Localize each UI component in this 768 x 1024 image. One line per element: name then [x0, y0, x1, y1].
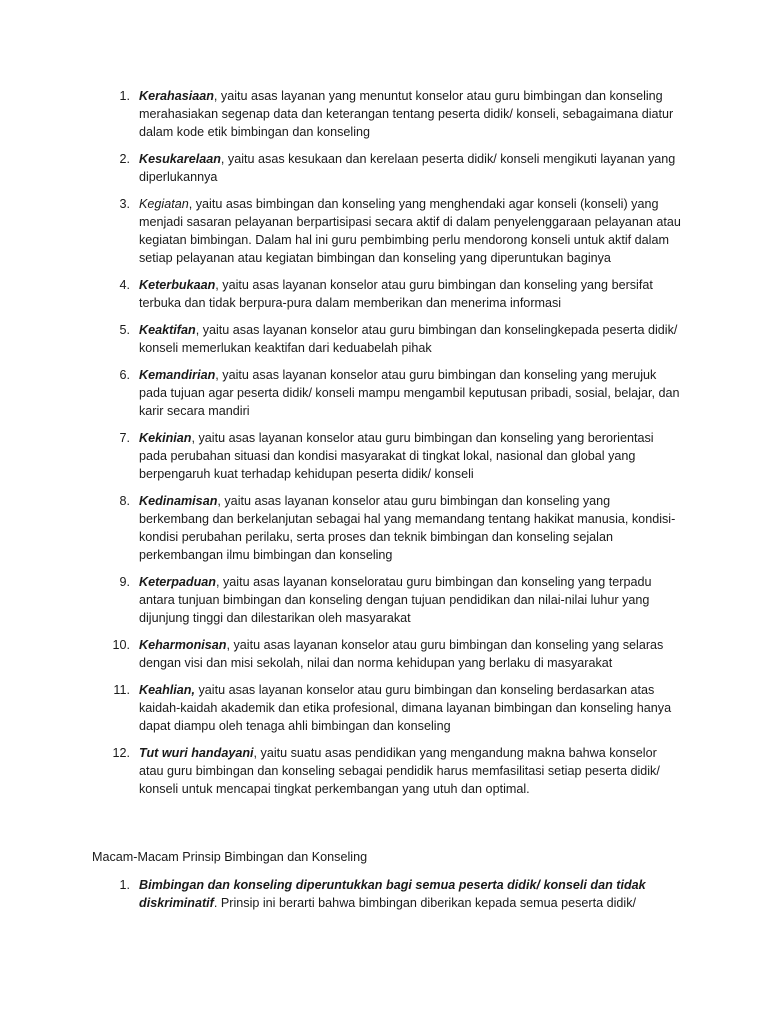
list-number: 7.	[119, 431, 130, 445]
list-text: , yaitu asas layanan konselor atau guru bimbingan dan konseling yang berorientasi pada perubahan situasi dan kondisi masyarakat di tingkat lokal, nasional dan global yang berpengaruh kuat terhadap kehidupan peserta didik/ konseli	[139, 431, 654, 481]
list-item	[92, 492, 682, 564]
list-item	[92, 573, 682, 627]
list-text: , yaitu suatu asas pendidikan yang mengandung makna bahwa konselor atau guru bimbingan dan konseling sebagai pendidik harus memfasilitasi setiap peserta didik/ konseli untuk mencapai tingkat perkembangan yang utuh dan optimal.	[139, 746, 660, 796]
list-item	[92, 366, 682, 420]
list-text: , yaitu asas layanan yang menuntut konselor atau guru bimbingan dan konseling merahasiakan segenap data dan keterangan tentang peserta didik/ konseli, sebagaimana diatur dalam kode etik bimbingan dan konseling	[139, 89, 674, 139]
list-number: 8.	[119, 494, 130, 508]
list-term: Tut wuri handayani	[139, 746, 254, 760]
list-text: , yaitu asas layanan konselor atau guru bimbingan dan konseling yang berkembang dan berkelanjutan sebagai hal yang memandang tentang hakikat manusia, kondisi- kondisi perubahan perilaku, serta proses dan teknik bimbingan dan konseling sejalan perkembangan ilmu bimbingan dan konseling	[139, 494, 676, 562]
list-item	[92, 876, 682, 912]
list-number: 3.	[119, 197, 130, 211]
list-text: , yaitu asas layanan konselor atau guru bimbingan dan konselingkepada peserta didik/ konseli memerlukan keaktifan dari keduabelah pihak	[139, 323, 678, 355]
list-term: Kemandirian	[139, 368, 216, 382]
list-term: Keterbukaan	[139, 278, 216, 292]
list-number: 12.	[112, 746, 130, 760]
list-item	[92, 150, 682, 186]
list-term: Kedinamisan	[139, 494, 218, 508]
list-number: 11.	[113, 683, 130, 697]
list-text: , yaitu asas layanan konseloratau guru bimbingan dan konseling yang terpadu antara tunjuan bimbingan dan konseling dengan tujuan pendidikan dan nilai-nilai luhur yang dijunjung tinggi dan dilestarikan oleh masyarakat	[139, 575, 652, 625]
section-heading: Macam-Macam Prinsip Bimbingan dan Konseling	[92, 850, 368, 864]
list-term: Keaktifan	[139, 323, 196, 337]
list-number: 2.	[119, 152, 130, 166]
list-text: yaitu asas layanan konselor atau guru bimbingan dan konseling berdasarkan atas kaidah-kaidah akademik dan etika profesional, dimana layanan bimbingan dan konseling hanya dapat diampu oleh tenaga ahli bimbingan dan konseling	[139, 683, 672, 733]
prinsip-list	[92, 876, 682, 912]
list-term: Kekinian	[139, 431, 192, 445]
list-item	[92, 321, 682, 357]
list-term: Kegiatan	[139, 197, 189, 211]
list-item	[92, 195, 682, 267]
list-term: Keharmonisan	[139, 638, 227, 652]
list-text: , yaitu asas layanan konselor atau guru bimbingan dan konseling yang bersifat terbuka dan tidak berpura-pura dalam memberikan dan menerima informasi	[139, 278, 653, 310]
list-number: 1.	[119, 89, 130, 103]
list-item	[92, 87, 682, 141]
list-number: 4.	[119, 278, 130, 292]
list-number: 5.	[119, 323, 130, 337]
list-number: 6.	[119, 368, 130, 382]
list-text: , yaitu asas bimbingan dan konseling yang menghendaki agar konseli (konseli) yang menjadi sasaran pelayanan berpartisipasi secara aktif di dalam penyelenggaraan pelayanan atau kegiatan bimbingan. Dalam hal ini guru pembimbing perlu mendorong konseli untuk aktif dalam setiap pelayanan atau kegiatan bimbingan dan konseling yang diperuntukan baginya	[139, 197, 681, 265]
asas-list	[92, 87, 682, 807]
list-item	[92, 429, 682, 483]
list-item	[92, 276, 682, 312]
list-number: 1.	[119, 878, 130, 892]
list-term: Keterpaduan	[139, 575, 216, 589]
list-item	[92, 681, 682, 735]
list-text: , yaitu asas layanan konselor atau guru bimbingan dan konseling yang selaras dengan visi dan misi sekolah, nilai dan norma kehidupan yang berlaku di masyarakat	[139, 638, 664, 670]
list-term: Bimbingan dan konseling diperuntukkan bagi semua peserta didik/ konseli dan tidak diskriminatif	[139, 878, 646, 910]
list-text: , yaitu asas kesukaan dan kerelaan peserta didik/ konseli mengikuti layanan yang diperlukannya	[139, 152, 676, 184]
list-text: , yaitu asas layanan konselor atau guru bimbingan dan konseling yang merujuk pada tujuan agar peserta didik/ konseli mampu mengambil keputusan pribadi, sosial, belajar, dan karir secara mandiri	[139, 368, 680, 418]
list-number: 10.	[112, 638, 130, 652]
list-number: 9.	[119, 575, 130, 589]
list-text: . Prinsip ini berarti bahwa bimbingan diberikan kepada semua peserta didik/	[213, 896, 637, 910]
list-term: Kesukarelaan	[139, 152, 221, 166]
list-term: Keahlian,	[139, 683, 195, 697]
list-term: Kerahasiaan	[139, 89, 214, 103]
list-item	[92, 744, 682, 798]
list-item	[92, 636, 682, 672]
